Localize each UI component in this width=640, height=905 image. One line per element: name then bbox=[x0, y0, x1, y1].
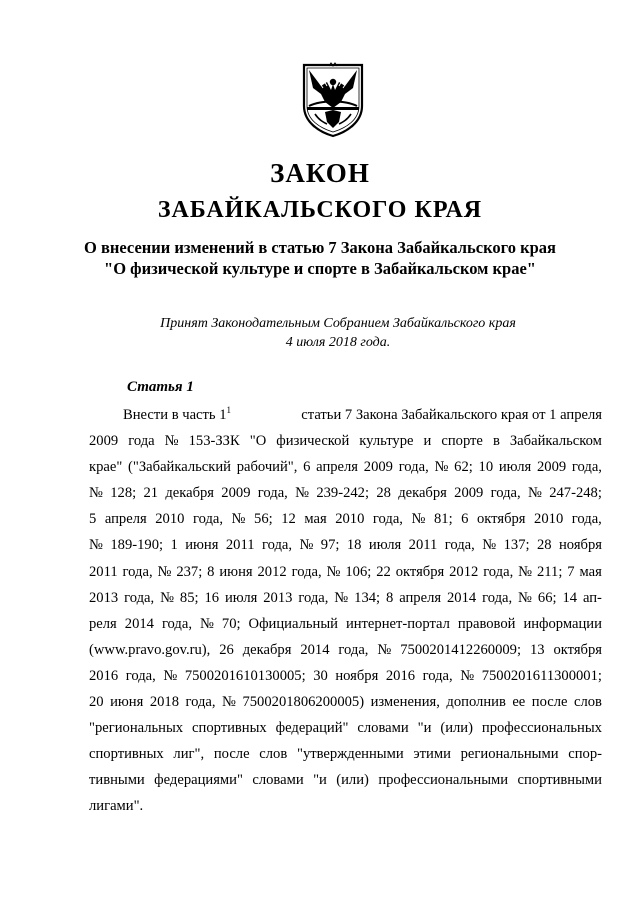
article-word: года, bbox=[398, 459, 429, 476]
article-word: после bbox=[213, 746, 250, 763]
article-word: № bbox=[199, 615, 214, 632]
article-word: 2010 bbox=[534, 511, 564, 528]
article-word: 2014 bbox=[300, 641, 330, 658]
article-word: апреля bbox=[316, 459, 359, 476]
article-word: 20 bbox=[89, 694, 104, 711]
article-word: года, bbox=[483, 563, 514, 580]
article-line bbox=[89, 532, 602, 558]
article-word: 8 bbox=[386, 589, 394, 606]
article-word: № bbox=[482, 537, 497, 554]
article-line-text: Внести в часть $1^1$ bbox=[123, 405, 232, 423]
article-line bbox=[89, 454, 602, 480]
article-word: № bbox=[411, 511, 426, 528]
article-word: 1 bbox=[170, 537, 178, 554]
article-word: года, bbox=[571, 511, 602, 528]
article-line bbox=[89, 793, 602, 819]
article-word: тивными bbox=[89, 772, 145, 789]
article-word: 2009 bbox=[89, 433, 119, 450]
article-word: культуре bbox=[359, 433, 414, 450]
article-word: 13 bbox=[529, 641, 545, 658]
article-word: "и bbox=[313, 772, 327, 789]
article-word: 14 bbox=[562, 589, 578, 606]
article-word: 2016 bbox=[385, 667, 416, 684]
coat-of-arms-icon bbox=[301, 62, 365, 138]
article-word: слов bbox=[573, 694, 602, 711]
article-word: реля bbox=[89, 615, 117, 632]
article-word: апреля bbox=[399, 589, 442, 606]
article-word: июня bbox=[219, 563, 253, 580]
article-word: 2018 bbox=[149, 694, 179, 711]
article-word: 62; bbox=[454, 459, 473, 476]
article-word: 70; bbox=[221, 615, 241, 632]
article-word: декабря bbox=[165, 485, 215, 502]
article-word: 2016 bbox=[89, 667, 119, 684]
article-word: словами bbox=[357, 720, 409, 737]
article-line bbox=[89, 767, 602, 793]
article-word: года, bbox=[257, 485, 288, 502]
article-word: 8 bbox=[207, 563, 215, 580]
article-word: спорте bbox=[441, 433, 483, 450]
article-word: федераций" bbox=[275, 720, 349, 737]
article-word: 239-242; bbox=[316, 485, 370, 502]
article-word: года, bbox=[422, 667, 453, 684]
article-line bbox=[89, 506, 602, 532]
article-line bbox=[89, 715, 602, 741]
article-word: 21 bbox=[143, 485, 159, 502]
article-word: (www.pravo.gov.ru), bbox=[89, 641, 211, 658]
article-word: после bbox=[531, 694, 568, 711]
article-body bbox=[89, 402, 602, 820]
article-line bbox=[89, 585, 602, 611]
adoption-date: 4 июля 2018 года. bbox=[285, 335, 391, 350]
article-word: года, bbox=[338, 641, 369, 658]
article-word: № bbox=[157, 563, 172, 580]
article-word: № bbox=[518, 563, 533, 580]
article-lines bbox=[89, 428, 602, 819]
article-word: 2010 bbox=[335, 511, 365, 528]
article-word: этими bbox=[413, 746, 451, 763]
article-word: года, bbox=[444, 537, 475, 554]
article-word: интернет-портал bbox=[345, 615, 450, 632]
article-word: апреля bbox=[104, 511, 147, 528]
article-word: 2014 bbox=[446, 589, 477, 606]
article-word: и bbox=[423, 433, 432, 450]
article-word: № bbox=[527, 485, 542, 502]
article-word: слов bbox=[259, 746, 288, 763]
article-word: 2009 bbox=[363, 459, 393, 476]
article-word: "и bbox=[417, 720, 432, 737]
article-word: года, bbox=[571, 459, 602, 476]
article-word: лиг", bbox=[173, 746, 205, 763]
article-word: 28 bbox=[536, 537, 552, 554]
law-subtitle-line-2: "О физической культуре и спорте в Забайкальском крае" bbox=[104, 259, 536, 278]
article-word: "утвержденными bbox=[296, 746, 404, 763]
article-word: изменения, bbox=[370, 694, 440, 711]
article-word: 153-ЗЗК bbox=[188, 433, 240, 450]
article-word: (или) bbox=[336, 772, 369, 789]
article-word: спортивных bbox=[89, 746, 164, 763]
article-word: 66; bbox=[537, 589, 557, 606]
article-word: № bbox=[299, 537, 314, 554]
article-word: 26 bbox=[219, 641, 234, 658]
article-word: 2010 bbox=[155, 511, 185, 528]
article-word: 2009 bbox=[221, 485, 251, 502]
article-word: спор- bbox=[568, 746, 602, 763]
article-word: 2012 bbox=[449, 563, 479, 580]
article-word: 137; bbox=[503, 537, 530, 554]
article-word: профессиональных bbox=[481, 720, 602, 737]
article-word: июня bbox=[110, 694, 144, 711]
article-word: 10 bbox=[478, 459, 494, 476]
article-word: региональными bbox=[460, 746, 559, 763]
article-word: года, bbox=[161, 615, 192, 632]
article-word: № bbox=[89, 485, 103, 502]
article-word: информации bbox=[523, 615, 602, 632]
article-word: словами bbox=[252, 772, 304, 789]
article-line bbox=[89, 663, 602, 689]
article-word: № bbox=[434, 459, 449, 476]
article-word: июля bbox=[498, 459, 532, 476]
article-word: года, bbox=[490, 485, 521, 502]
article-word: 28 bbox=[376, 485, 391, 502]
article-word: 237; bbox=[176, 563, 203, 580]
article-word: ноября bbox=[335, 667, 379, 684]
article-word: 7500201806200005) bbox=[242, 694, 365, 711]
article-word: 97; bbox=[320, 537, 340, 554]
article-word: № bbox=[160, 589, 174, 606]
article-word: октября bbox=[395, 563, 445, 580]
article-word: года, bbox=[185, 694, 216, 711]
law-title: ЗАКОН bbox=[270, 158, 370, 188]
article-word: № bbox=[377, 641, 392, 658]
article-word: № bbox=[231, 511, 246, 528]
article-word: № bbox=[518, 589, 532, 606]
article-word: № bbox=[295, 485, 310, 502]
article-word: 134; bbox=[354, 589, 381, 606]
article-line bbox=[89, 428, 602, 454]
article-word: 2011 bbox=[89, 563, 118, 580]
article-word: крае" bbox=[89, 459, 123, 476]
article-word: "О bbox=[249, 433, 267, 450]
article-line bbox=[89, 559, 602, 585]
article-word: 2013 bbox=[263, 589, 293, 606]
article-word: 2009 bbox=[536, 459, 567, 476]
article-word: № bbox=[89, 537, 103, 554]
article-word: № bbox=[163, 667, 178, 684]
article-word: "региональных bbox=[89, 720, 184, 737]
article-word: 2013 bbox=[89, 589, 119, 606]
law-subtitle-line-1: О внесении изменений в статью 7 Закона Забайкальского края bbox=[84, 238, 556, 257]
article-word: 7 bbox=[567, 563, 575, 580]
article-word: 85; bbox=[179, 589, 199, 606]
article-word: года, bbox=[192, 511, 224, 528]
article-word: мая bbox=[579, 563, 602, 580]
article-word: года, bbox=[372, 511, 403, 528]
article-word: 7500201610130005; bbox=[184, 667, 306, 684]
article-word: (или) bbox=[440, 720, 473, 737]
article-word: профессиональными bbox=[378, 772, 509, 789]
article-line bbox=[89, 741, 602, 767]
article-word: № bbox=[164, 433, 179, 450]
article-word: 189-190; bbox=[110, 537, 164, 554]
article-word: года, bbox=[261, 537, 293, 554]
article-word: 128; bbox=[110, 485, 137, 502]
article-word: июля bbox=[368, 537, 402, 554]
article-word: 5 bbox=[89, 511, 97, 528]
article-word: года, bbox=[482, 589, 513, 606]
article-word: 106; bbox=[345, 563, 372, 580]
article-word: июня bbox=[185, 537, 219, 554]
article-word: правовой bbox=[457, 615, 516, 632]
article-word: ап- bbox=[582, 589, 602, 606]
article-word: 247-248; bbox=[549, 485, 602, 502]
article-word: ее bbox=[512, 694, 526, 711]
article-line bbox=[89, 402, 602, 428]
adoption-note: Принят Законодательным Собранием Забайкальского края bbox=[160, 316, 516, 331]
article-word: 2012 bbox=[257, 563, 287, 580]
article-word: года, bbox=[298, 589, 329, 606]
article-heading: Статья 1 bbox=[127, 379, 194, 395]
article-word: № bbox=[334, 589, 349, 606]
article-word: 2014 bbox=[124, 615, 154, 632]
article-word: октября bbox=[476, 511, 526, 528]
article-word: 7500201611300001; bbox=[481, 667, 602, 684]
article-word: Забайкальском bbox=[509, 433, 602, 450]
article-word: ноября bbox=[558, 537, 602, 554]
article-word: 56; bbox=[254, 511, 273, 528]
article-word: ("Забайкальский bbox=[128, 459, 231, 476]
article-word: декабря bbox=[398, 485, 447, 502]
article-line bbox=[89, 637, 602, 663]
article-word: 18 bbox=[346, 537, 362, 554]
article-word: 30 bbox=[313, 667, 328, 684]
article-word: физической bbox=[276, 433, 350, 450]
article-word: года, bbox=[124, 589, 155, 606]
article-word: июля bbox=[224, 589, 258, 606]
article-word: спортивными bbox=[517, 772, 602, 789]
article-word: 2009 bbox=[454, 485, 484, 502]
article-word: 22 bbox=[376, 563, 391, 580]
article-word: № bbox=[222, 694, 236, 711]
article-word: лигами". bbox=[89, 798, 144, 815]
article-word: 211; bbox=[536, 563, 563, 580]
article-line bbox=[89, 480, 602, 506]
article-word: 2011 bbox=[225, 537, 255, 554]
article-word: 12 bbox=[281, 511, 296, 528]
article-word: октября bbox=[553, 641, 602, 658]
article-word: 16 bbox=[204, 589, 220, 606]
article-line bbox=[89, 689, 602, 715]
article-line bbox=[89, 611, 602, 637]
article-word: в bbox=[492, 433, 500, 450]
article-line-text: статьи 7 Закона Забайкальского края от 1 апреля bbox=[301, 407, 602, 423]
article-word: Официальный bbox=[248, 615, 338, 632]
article-word: 2011 bbox=[408, 537, 438, 554]
article-word: 6 bbox=[461, 511, 469, 528]
article-word: года bbox=[128, 433, 155, 450]
article-word: декабря bbox=[242, 641, 292, 658]
article-word: 6 bbox=[303, 459, 311, 476]
law-region-title: ЗАБАЙКАЛЬСКОГО КРАЯ bbox=[157, 197, 483, 223]
article-word: 81; bbox=[433, 511, 453, 528]
article-word: дополнив bbox=[446, 694, 506, 711]
article-word: 7500201412260009; bbox=[400, 641, 522, 658]
article-word: спортивных bbox=[192, 720, 267, 737]
article-word: года, bbox=[122, 563, 153, 580]
article-word: № bbox=[460, 667, 475, 684]
article-word: федерациями" bbox=[154, 772, 243, 789]
article-word: рабочий", bbox=[236, 459, 298, 476]
article-word: года, bbox=[291, 563, 322, 580]
article-word: года, bbox=[125, 667, 156, 684]
article-word: № bbox=[326, 563, 341, 580]
article-word: мая bbox=[304, 511, 327, 528]
superscript: 1 bbox=[226, 405, 232, 415]
